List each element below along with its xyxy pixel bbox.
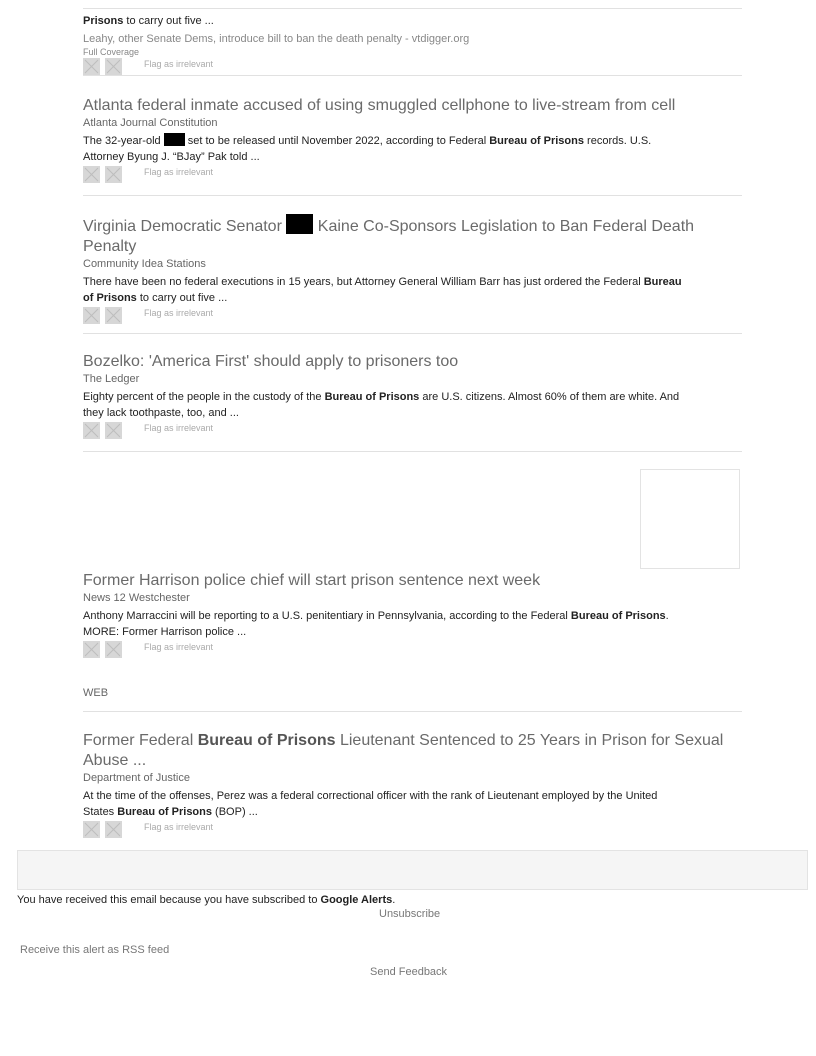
- result-item: [83, 352, 742, 438]
- thumbs-up-icon[interactable]: [83, 166, 100, 183]
- snippet-text: The 32-year-old: [83, 135, 164, 147]
- divider: [83, 333, 742, 334]
- title-highlight: Bureau of Prisons: [197, 732, 336, 749]
- result-actions: [83, 640, 742, 657]
- section-label-web: WEB: [83, 687, 109, 699]
- result-item-partial: [83, 13, 742, 74]
- result-snippet: [83, 389, 742, 421]
- flag-irrelevant-link[interactable]: Flag as irrelevant: [144, 423, 214, 433]
- snippet-text: Eighty percent of the people in the custody of the: [83, 391, 325, 403]
- snippet-highlight: of Prisons: [83, 292, 137, 304]
- flag-irrelevant-link[interactable]: Flag as irrelevant: [144, 59, 214, 69]
- snippet-text: States: [83, 806, 118, 818]
- thumbs-up-icon[interactable]: [83, 307, 100, 324]
- article-thumbnail[interactable]: [640, 469, 740, 569]
- result-actions: [83, 165, 742, 182]
- snippet-highlight: Bureau of Prisons: [570, 610, 666, 622]
- google-alerts-link[interactable]: Google Alerts: [320, 894, 393, 906]
- rss-feed-link[interactable]: Receive this alert as RSS feed: [20, 944, 170, 956]
- result-item: [83, 731, 742, 837]
- snippet-text: (BOP) ...: [212, 806, 258, 818]
- flag-irrelevant-link[interactable]: Flag as irrelevant: [144, 167, 214, 177]
- divider: [83, 451, 742, 452]
- title-text: Abuse ...: [83, 752, 147, 769]
- result-title-link[interactable]: Atlanta federal inmate accused of using smuggled cellphone to live-stream from cell: [83, 97, 676, 114]
- snippet-text: they lack toothpaste, too, and ...: [83, 407, 239, 419]
- result-actions: [83, 421, 742, 438]
- result-actions: [83, 57, 742, 74]
- result-snippet: [83, 788, 742, 820]
- thumbs-down-icon[interactable]: [105, 821, 122, 838]
- result-title-link[interactable]: [83, 731, 742, 771]
- thumbs-down-icon[interactable]: [105, 641, 122, 658]
- result-source: Atlanta Journal Constitution: [83, 117, 218, 129]
- divider: [83, 75, 742, 76]
- thumbs-down-icon[interactable]: [105, 58, 122, 75]
- redaction-block: [286, 214, 313, 234]
- thumbs-up-icon[interactable]: [83, 641, 100, 658]
- thumbs-down-icon[interactable]: [105, 166, 122, 183]
- snippet-text: .: [665, 610, 669, 622]
- thumbs-down-icon[interactable]: [105, 422, 122, 439]
- flag-irrelevant-link[interactable]: Flag as irrelevant: [144, 822, 214, 832]
- result-title-link[interactable]: Bozelko: 'America First' should apply to prisoners too: [83, 353, 459, 370]
- full-coverage-link[interactable]: Full Coverage: [83, 47, 140, 57]
- divider: [83, 195, 742, 196]
- snippet-text: records. U.S.: [583, 135, 652, 147]
- result-title-link[interactable]: Former Harrison police chief will start prison sentence next week: [83, 572, 541, 589]
- footer-band: [17, 850, 808, 890]
- result-source: Community Idea Stations: [83, 258, 206, 270]
- snippet-highlight: Bureau of Prisons: [324, 391, 420, 403]
- snippet-highlight: Bureau: [643, 276, 682, 288]
- result-snippet: [83, 274, 742, 306]
- result-title-link[interactable]: [83, 214, 742, 257]
- result-source: News 12 Westchester: [83, 592, 190, 604]
- result-snippet: [83, 13, 742, 29]
- result-snippet: [83, 608, 742, 640]
- result-source: The Ledger: [83, 373, 140, 385]
- snippet-text: Anthony Marraccini will be reporting to a U.S. penitentiary in Pennsylvania, according to the Federal: [83, 610, 571, 622]
- snippet-highlight: Prisons: [83, 15, 124, 27]
- result-snippet: [83, 133, 742, 165]
- snippet-text: are U.S. citizens. Almost 60% of them are white. And: [419, 391, 680, 403]
- result-item: [83, 96, 742, 182]
- notice-text: .: [392, 894, 396, 906]
- snippet-text: At the time of the offenses, Perez was a federal correctional officer with the rank of Lieutenant employed by the United: [83, 790, 658, 802]
- notice-text: You have received this email because you have subscribed to: [17, 894, 321, 906]
- send-feedback-link[interactable]: Send Feedback: [370, 966, 448, 978]
- title-text: Kaine Co-Sponsors Legislation to Ban Federal Death: [313, 218, 695, 235]
- snippet-text: to carry out five ...: [136, 292, 228, 304]
- snippet-highlight: Bureau of Prisons: [117, 806, 212, 818]
- snippet-text: There have been no federal executions in 15 years, but Attorney General William Barr has just ordered the Federal: [83, 276, 644, 288]
- thumbs-up-icon[interactable]: [83, 422, 100, 439]
- snippet-text: Attorney Byung J. “BJay” Pak told ...: [83, 151, 260, 163]
- result-item: [83, 214, 742, 323]
- title-text: Lieutenant Sentenced to 25 Years in Prison for Sexual: [335, 732, 724, 749]
- title-text: Penalty: [83, 238, 137, 255]
- title-text: Former Federal: [83, 732, 198, 749]
- title-text: Virginia Democratic Senator: [83, 218, 287, 235]
- thumbs-up-icon[interactable]: [83, 821, 100, 838]
- thumbs-down-icon[interactable]: [105, 307, 122, 324]
- result-actions: [83, 820, 742, 837]
- divider: [83, 711, 742, 712]
- snippet-text: set to be released until November 2022, according to Federal: [184, 135, 490, 147]
- flag-irrelevant-link[interactable]: Flag as irrelevant: [144, 308, 214, 318]
- related-article-link[interactable]: Leahy, other Senate Dems, introduce bill to ban the death penalty - vtdigger.org: [83, 33, 470, 45]
- unsubscribe-link[interactable]: Unsubscribe: [379, 908, 441, 920]
- subscription-notice: [17, 894, 395, 906]
- snippet-text: MORE: Former Harrison police ...: [83, 626, 247, 638]
- thumbs-up-icon[interactable]: [83, 58, 100, 75]
- result-item: [83, 571, 742, 657]
- snippet-text: to carry out five ...: [123, 15, 214, 27]
- redaction-block: [164, 133, 185, 146]
- result-source: Department of Justice: [83, 772, 190, 784]
- snippet-highlight: Bureau of Prisons: [489, 135, 584, 147]
- divider: [83, 8, 742, 9]
- result-actions: [83, 306, 742, 323]
- flag-irrelevant-link[interactable]: Flag as irrelevant: [144, 642, 214, 652]
